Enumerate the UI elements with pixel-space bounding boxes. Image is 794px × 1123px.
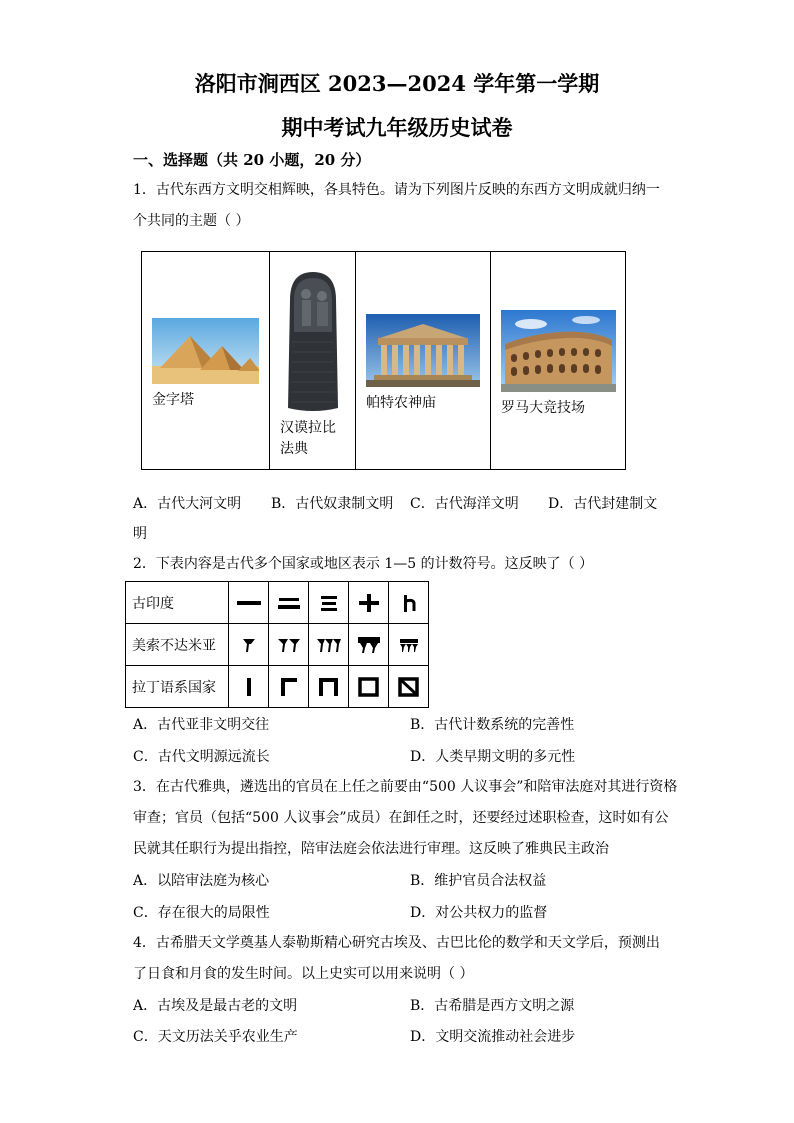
meso-numeral-1: [229, 624, 269, 666]
q4-stem-line1: 4．古希腊天文学奠基人泰勒斯精心研究古埃及、古巴比伦的数学和天文学后，预测出: [133, 935, 660, 951]
q2-option-a[interactable]: A．古代亚非文明交往: [133, 717, 270, 733]
q4-stem-line2: 了日食和月食的发生时间。以上史实可以用来说明（ ）: [133, 966, 474, 982]
table-row: [126, 666, 429, 708]
row-label-latin: 拉丁语系国家: [126, 666, 229, 708]
q1-option-c[interactable]: C．古代海洋文明: [410, 496, 519, 512]
q3-option-a[interactable]: A．以陪审法庭为核心: [133, 873, 270, 889]
q1-caption-parthenon: 帕特农神庙: [366, 395, 436, 411]
q1-cell-hammurabi: [270, 252, 356, 469]
q2-option-c[interactable]: C．古代文明源远流长: [133, 749, 270, 765]
meso-numeral-4: [349, 624, 389, 666]
q2-option-d[interactable]: D．人类早期文明的多元性: [410, 749, 576, 765]
q1-picture-table: [141, 251, 626, 470]
q3-option-d[interactable]: D．对公共权力的监督: [410, 905, 548, 921]
q4-option-c[interactable]: C．天文历法关乎农业生产: [133, 1029, 298, 1045]
q1-option-d[interactable]: D．古代封建制文: [548, 496, 658, 512]
section-heading: 一、选择题（共 20 小题，20 分）: [133, 151, 371, 169]
latin-numeral-3: [309, 666, 349, 708]
latin-numeral-5: [389, 666, 429, 708]
q1-caption-pyramids: 金字塔: [152, 392, 194, 408]
q3-option-c[interactable]: C．存在很大的局限性: [133, 905, 270, 921]
q1-cell-colosseum: [491, 252, 625, 469]
india-numeral-4: [349, 582, 389, 624]
row-label-ancient-india: 古印度: [126, 582, 229, 624]
india-numeral-5: [389, 582, 429, 624]
q2-option-b[interactable]: B．古代计数系统的完善性: [410, 717, 575, 733]
q2-numeral-table: [125, 581, 429, 708]
exam-title-line1: 洛阳市涧西区 2023—2024 学年第一学期: [194, 71, 600, 96]
q3-stem-line3: 民就其任职行为提出指控，陪审法庭会依法进行审理。这反映了雅典民主政治: [133, 841, 609, 857]
table-row: [126, 582, 429, 624]
india-numeral-3: [309, 582, 349, 624]
india-numeral-1: [229, 582, 269, 624]
parthenon-image: [366, 314, 480, 387]
india-numeral-2: [269, 582, 309, 624]
latin-numeral-2: [269, 666, 309, 708]
q1-cell-parthenon: [356, 252, 491, 469]
q3-stem-line1: 3．在古代雅典，遴选出的官员在上任之前要由“500 人议事会”和陪审法庭对其进行资格: [133, 779, 678, 795]
q4-option-d[interactable]: D．文明交流推动社会进步: [410, 1029, 576, 1045]
meso-numeral-5: [389, 624, 429, 666]
latin-numeral-1: [229, 666, 269, 708]
q1-option-d-wrap: 明: [133, 526, 147, 542]
pyramids-image: [152, 318, 259, 384]
colosseum-image: [501, 310, 616, 392]
q4-option-b[interactable]: B．古希腊是西方文明之源: [410, 998, 575, 1014]
q1-caption-colosseum: 罗马大竞技场: [501, 400, 585, 416]
q3-option-b[interactable]: B．维护官员合法权益: [410, 873, 547, 889]
row-label-mesopotamia: 美索不达米亚: [126, 624, 229, 666]
q1-option-a[interactable]: A．古代大河文明: [133, 496, 242, 512]
q1-caption-hammurabi-line2: 法典: [280, 441, 308, 457]
q1-option-b[interactable]: B．古代奴隶制文明: [271, 496, 394, 512]
q1-cell-pyramids: [142, 252, 270, 469]
q1-caption-hammurabi-line1: 汉谟拉比: [280, 420, 336, 436]
q4-option-a[interactable]: A．古埃及是最古老的文明: [133, 998, 298, 1014]
q1-stem-line2: 个共同的主题（ ）: [133, 213, 250, 229]
meso-numeral-3: [309, 624, 349, 666]
meso-numeral-2: [269, 624, 309, 666]
exam-title-line2: 期中考试九年级历史试卷: [281, 115, 513, 140]
q1-stem-line1: 1．古代东西方文明交相辉映，各具特色。请为下列图片反映的东西方文明成就归纳一: [133, 182, 660, 198]
q3-stem-line2: 审查；官员（包括“500 人议事会”成员）在卸任之时，还要经过述职检查，这时如有公: [133, 810, 669, 826]
table-row: [126, 624, 429, 666]
hammurabi-stele-image: [282, 270, 344, 414]
q2-stem: 2．下表内容是古代多个国家或地区表示 1—5 的计数符号。这反映了（ ）: [133, 556, 594, 572]
latin-numeral-4: [349, 666, 389, 708]
